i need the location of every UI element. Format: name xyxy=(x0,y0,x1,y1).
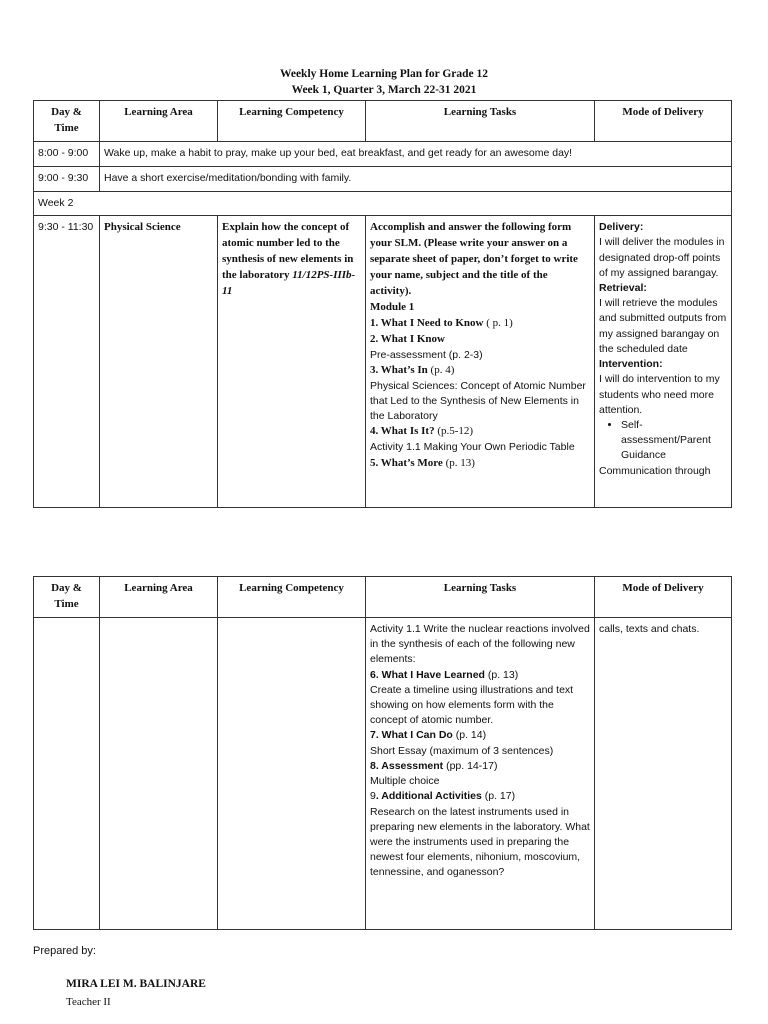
teacher-role: Teacher II xyxy=(66,996,111,1008)
delivery-text: I will deliver the modules in designated drop-off points of my assigned barangay. xyxy=(599,236,725,279)
delivery-bullet-list xyxy=(621,418,727,464)
intervention-text: I will do intervention to my students who need more attention. xyxy=(599,373,720,416)
header-learning-tasks: Learning Tasks xyxy=(366,101,595,142)
task-item: 9. Additional Activities (p. 17) xyxy=(370,790,516,803)
time-cell: 8:00 - 9:00 xyxy=(34,141,100,166)
task-item: 4. What Is It? (p.5-12) xyxy=(370,425,474,438)
learning-area-cell: Physical Science xyxy=(100,216,218,508)
activity-cell: Have a short exercise/meditation/bonding with family. xyxy=(100,166,732,191)
header-learning-area: Learning Area xyxy=(100,577,218,618)
task-item: 6. What I Have Learned (p. 13) xyxy=(370,668,519,681)
task-item: 1. What I Need to Know ( p. 1) xyxy=(370,316,513,329)
header-learning-area: Learning Area xyxy=(100,101,218,142)
task-item: 5. What’s More (p. 13) xyxy=(370,456,475,469)
header-day-time: Day & Time xyxy=(34,101,100,142)
task-detail: Pre-assessment (p. 2-3) xyxy=(370,348,483,361)
table-row xyxy=(34,216,732,508)
time-cell: 9:30 - 11:30 xyxy=(34,216,100,508)
header-mode-of-delivery: Mode of Delivery xyxy=(595,577,732,618)
time-cell: 9:00 - 9:30 xyxy=(34,166,100,191)
table-row xyxy=(34,141,732,166)
time-cell xyxy=(34,617,100,929)
table-row xyxy=(34,191,732,215)
delivery-heading: Delivery: xyxy=(599,221,644,234)
header-learning-competency: Learning Competency xyxy=(218,577,366,618)
module-label: Module 1 xyxy=(370,300,415,313)
task-detail: Short Essay (maximum of 3 sentences) xyxy=(370,744,554,757)
table-row xyxy=(34,166,732,191)
task-item: 8. Assessment (pp. 14-17) xyxy=(370,759,498,772)
retrieval-text: I will retrieve the modules and submitted outputs from my assigned barangay on the scheduled date xyxy=(599,297,727,355)
header-learning-competency: Learning Competency xyxy=(218,101,366,142)
learning-plan-table-page1 xyxy=(33,100,732,508)
activity-cell: Wake up, make a habit to pray, make up your bed, eat breakfast, and get ready for an awesome day! xyxy=(100,141,732,166)
communication-text: Communication through xyxy=(599,464,711,477)
learning-tasks-cell xyxy=(366,216,595,508)
competency-text: Explain how the concept of atomic number led to the synthesis of new elements in the laboratory xyxy=(222,221,354,281)
document-title: Weekly Home Learning Plan for Grade 12 xyxy=(279,68,489,80)
competency-cell xyxy=(218,216,366,508)
competency-code: 11/12PS-IIIb-11 xyxy=(222,268,356,297)
delivery-cell: calls, texts and chats. xyxy=(595,617,732,929)
table-header-row xyxy=(34,577,732,618)
retrieval-heading: Retrieval: xyxy=(599,281,647,294)
document-subtitle: Week 1, Quarter 3, March 22-31 2021 xyxy=(291,84,477,96)
task-detail: Multiple choice xyxy=(370,775,440,788)
learning-area-cell xyxy=(100,617,218,929)
task-item: 7. What I Can Do (p. 14) xyxy=(370,729,487,742)
delivery-cell xyxy=(595,216,732,508)
tasks-intro: Accomplish and answer the following form your SLM. (Please write your answer on a separate sheet of paper, don’t forget to write your name, subject and the title of the activity). xyxy=(370,221,578,297)
header-mode-of-delivery: Mode of Delivery xyxy=(595,101,732,142)
task-detail: Research on the latest instruments used in preparing new elements in the laboratory. What were the instruments used in preparing the newest four elements, nihonium, moscovium, tennessine, and oganesson? xyxy=(370,805,590,879)
task-item: 3. What’s In (p. 4) xyxy=(370,363,455,376)
task-detail: Create a timeline using illustrations and text showing on how elements form with the concept of atomic number. xyxy=(370,683,574,727)
header-day-time: Day & Time xyxy=(34,577,100,618)
table-row xyxy=(34,617,732,929)
task-detail: Physical Sciences: Concept of Atomic Number that Led to the Synthesis of New Elements in the Laboratory xyxy=(370,379,586,423)
prepared-by-label: Prepared by: xyxy=(33,945,96,957)
intervention-heading: Intervention: xyxy=(599,358,663,371)
header-learning-tasks: Learning Tasks xyxy=(366,577,595,618)
list-item: • Self-assessment/Parent Guidance xyxy=(621,418,727,464)
task-detail: Activity 1.1 Making Your Own Periodic Table xyxy=(370,441,575,454)
teacher-name: MIRA LEI M. BALINJARE xyxy=(66,978,206,990)
week-label: Week 2 xyxy=(34,191,732,215)
task-item: 2. What I Know xyxy=(370,332,445,345)
learning-plan-table-page2 xyxy=(33,576,732,930)
table-header-row xyxy=(34,101,732,142)
competency-cell xyxy=(218,617,366,929)
task-detail: Activity 1.1 Write the nuclear reactions involved in the synthesis of each of the following new elements: xyxy=(370,622,590,666)
learning-tasks-cell xyxy=(366,617,595,929)
